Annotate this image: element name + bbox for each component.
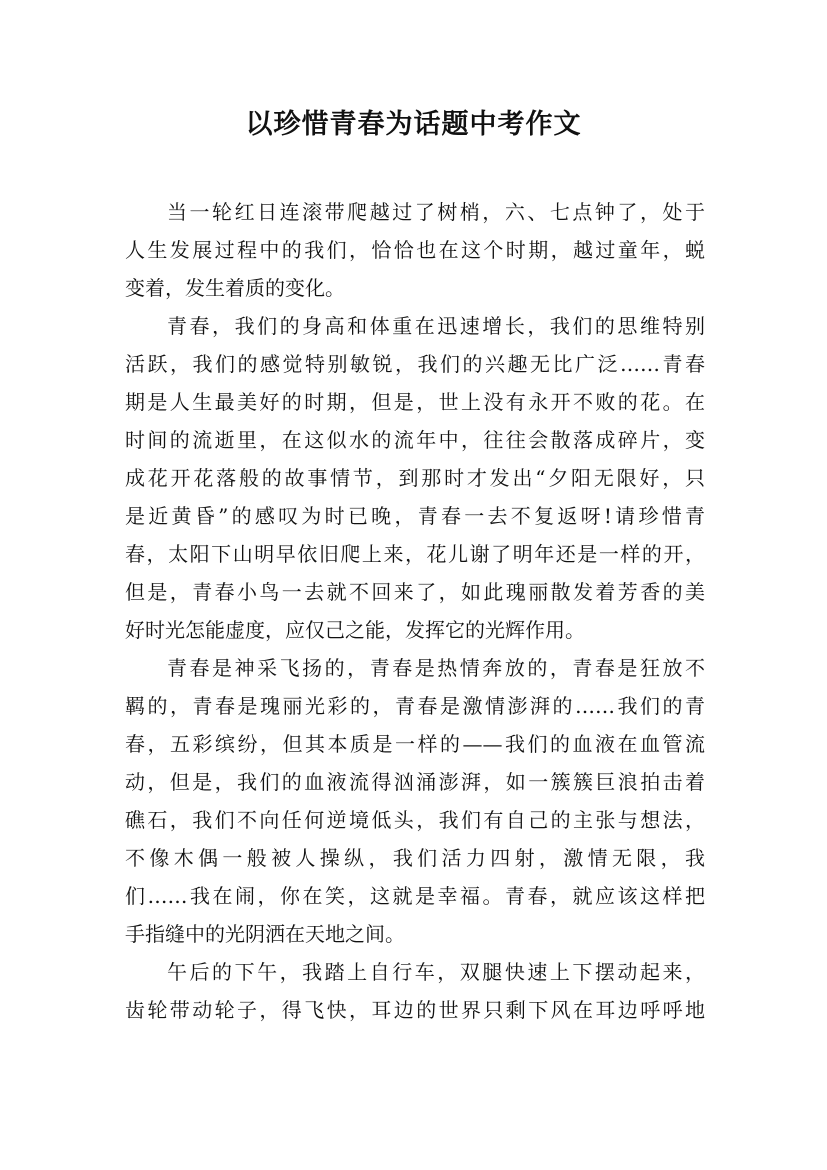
text-line: 当一轮红日连滚带爬越过了树梢，六、七点钟了，处于	[167, 200, 705, 224]
text-line: 们……我在闹，你在笑，这就是幸福。青春，就应该这样把	[125, 884, 705, 908]
essay-title: 以珍惜青春为话题中考作文	[245, 109, 582, 140]
text-line: 期是人生最美好的时期，但是，世上没有永开不败的花。在	[125, 390, 705, 414]
text-line: 时间的流逝里，在这似水的流年中，往往会散落成碎片，变	[125, 428, 705, 452]
text-line: 但是，青春小鸟一去就不回来了，如此瑰丽散发着芳香的美	[125, 580, 705, 604]
text-line: 成花开花落般的故事情节，到那时才发出“夕阳无限好，只	[125, 466, 705, 490]
text-line: 春，太阳下山明早依旧爬上来，花儿谢了明年还是一样的开，	[125, 542, 705, 566]
text-line: 变着，发生着质的变化。	[125, 276, 345, 300]
text-line: 人生发展过程中的我们，恰恰也在这个时期，越过童年，蜕	[125, 238, 705, 262]
text-line: 动，但是，我们的血液流得汹涌澎湃，如一簇簇巨浪拍击着	[125, 770, 705, 794]
text-line: 活跃，我们的感觉特别敏锐，我们的兴趣无比广泛……青春	[125, 352, 705, 376]
text-line: 午后的下午，我踏上自行车，双腿快速上下摆动起来，	[167, 960, 705, 984]
text-line: 礁石，我们不向任何逆境低头，我们有自己的主张与想法，	[125, 808, 705, 832]
paragraph	[125, 953, 705, 1029]
text-line: 手指缝中的光阴洒在天地之间。	[125, 922, 405, 946]
text-line: 羁的，青春是瑰丽光彩的，青春是激情澎湃的……我们的青	[125, 694, 705, 718]
essay-body	[125, 193, 705, 1029]
paragraph	[125, 307, 705, 649]
text-line: 青春是神采飞扬的，青春是热情奔放的，青春是狂放不	[167, 656, 705, 680]
text-line: 青春，我们的身高和体重在迅速增长，我们的思维特别	[167, 314, 705, 338]
paragraph	[125, 193, 705, 307]
text-line: 齿轮带动轮子，得飞快，耳边的世界只剩下风在耳边呼呼地	[125, 998, 705, 1022]
text-line: 好时光怎能虚度，应仅己之能，发挥它的光辉作用。	[125, 618, 585, 642]
text-line: 春，五彩缤纷，但其本质是一样的——我们的血液在血管流	[125, 732, 705, 756]
paragraph	[125, 649, 705, 953]
text-line: 是近黄昏”的感叹为时已晚，青春一去不复返呀!请珍惜青	[125, 504, 705, 528]
text-line: 不像木偶一般被人操纵，我们活力四射，激情无限，我	[125, 846, 705, 870]
